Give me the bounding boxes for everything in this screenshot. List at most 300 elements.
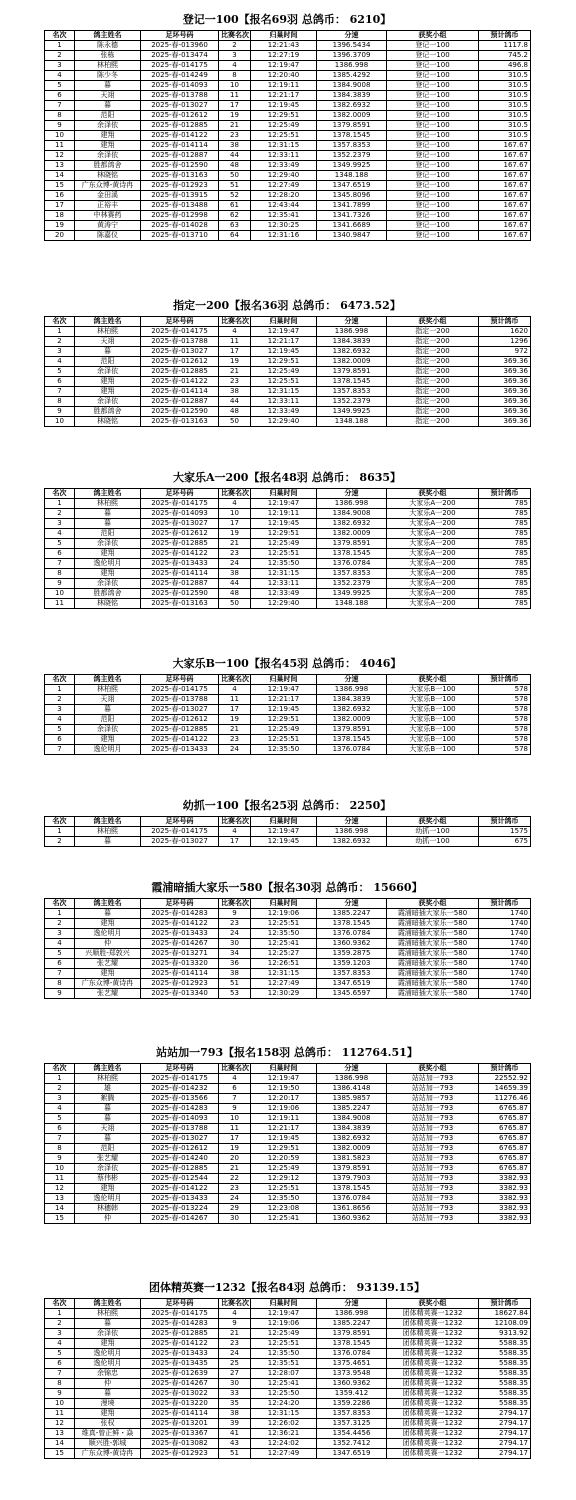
table-cell: 余泽依 <box>75 397 141 407</box>
table-cell: 大家乐B一100 <box>387 715 479 725</box>
column-header: 获奖小组 <box>387 675 479 685</box>
table-cell: 1352.2379 <box>317 151 387 161</box>
table-cell: 24 <box>219 559 251 569</box>
table-cell: 2025-春-014122 <box>141 1339 219 1349</box>
table-row <box>45 377 531 387</box>
table-cell: 578 <box>479 735 531 745</box>
table-cell: 12:31:16 <box>251 231 317 241</box>
table-cell: 1384.9008 <box>317 81 387 91</box>
table-cell: 1345.8096 <box>317 191 387 201</box>
table-cell: 38 <box>219 1409 251 1419</box>
table-cell: 1386.998 <box>317 61 387 71</box>
column-header: 归巢时间 <box>251 317 317 327</box>
table-cell: 12:19:47 <box>251 827 317 837</box>
table-cell: 24 <box>219 1194 251 1204</box>
table-cell: 5 <box>45 367 75 377</box>
table-cell: 785 <box>479 519 531 529</box>
column-header: 名次 <box>45 489 75 499</box>
table-cell: 34 <box>219 949 251 959</box>
column-header: 分速 <box>317 31 387 41</box>
table-cell: 23 <box>219 131 251 141</box>
table-cell: 14659.39 <box>479 1084 531 1094</box>
table-cell: 9 <box>45 989 75 999</box>
column-header: 足环号码 <box>141 1064 219 1074</box>
table-cell: 1378.1545 <box>317 1184 387 1194</box>
table-cell: 310.5 <box>479 111 531 121</box>
table-cell: 逸伦明月 <box>75 1194 141 1204</box>
table-row <box>45 509 531 519</box>
table-cell: 12:30:29 <box>251 989 317 999</box>
table-cell: 3382.93 <box>479 1174 531 1184</box>
table-cell: 17 <box>219 837 251 847</box>
table-cell: 1740 <box>479 969 531 979</box>
table-cell: 15 <box>45 1449 75 1459</box>
table-row <box>45 111 531 121</box>
table-cell: 50 <box>219 417 251 427</box>
table-cell: 21 <box>219 1164 251 1174</box>
table-cell: 登记一100 <box>387 171 479 181</box>
table-cell: 23 <box>219 1339 251 1349</box>
table-cell: 745.2 <box>479 51 531 61</box>
column-header: 分速 <box>317 899 387 909</box>
table-header-row <box>45 1064 531 1074</box>
table-cell: 1347.6519 <box>317 979 387 989</box>
table-cell: 林晓铭 <box>75 599 141 609</box>
table-cell: 10 <box>219 1114 251 1124</box>
table-row <box>45 407 531 417</box>
table-cell: 12:28:07 <box>251 1369 317 1379</box>
column-header: 足环号码 <box>141 675 219 685</box>
table-cell: 团体精英赛一1232 <box>387 1379 479 1389</box>
column-header: 鸽主姓名 <box>75 1299 141 1309</box>
table-cell: 1385.2247 <box>317 1319 387 1329</box>
table-cell: 6765.87 <box>479 1144 531 1154</box>
table-cell: 1349.9925 <box>317 161 387 171</box>
table-cell: 12108.09 <box>479 1319 531 1329</box>
table-cell: 496.8 <box>479 61 531 71</box>
table-row <box>45 357 531 367</box>
table-cell: 林晓铭 <box>75 171 141 181</box>
table-cell: 2025-春-013433 <box>141 1194 219 1204</box>
table-cell: 建翔 <box>75 377 141 387</box>
column-header: 分速 <box>317 1299 387 1309</box>
table-cell: 2025-春-014175 <box>141 685 219 695</box>
table-cell: 12:35:50 <box>251 559 317 569</box>
table-cell: 8 <box>45 979 75 989</box>
table-cell: 1385.9857 <box>317 1094 387 1104</box>
column-header: 足环号码 <box>141 899 219 909</box>
table-cell: 2025-春-012923 <box>141 181 219 191</box>
table-cell: 1352.2379 <box>317 397 387 407</box>
column-header: 获奖小组 <box>387 899 479 909</box>
table-cell: 2025-春-012590 <box>141 589 219 599</box>
table-cell: 12:26:02 <box>251 1419 317 1429</box>
table-cell: 漫境 <box>75 1399 141 1409</box>
table-cell: 2025-春-014175 <box>141 499 219 509</box>
table-cell: 2025-春-013788 <box>141 1124 219 1134</box>
table-cell: 167.67 <box>479 231 531 241</box>
results-table <box>44 674 531 755</box>
table-cell: 2025-春-013224 <box>141 1204 219 1214</box>
table-row <box>45 201 531 211</box>
table-cell: 暮 <box>75 837 141 847</box>
table-cell: 1360.9362 <box>317 1379 387 1389</box>
table-cell: 8 <box>219 71 251 81</box>
table-cell: 369.36 <box>479 367 531 377</box>
table-cell: 2025-春-012639 <box>141 1369 219 1379</box>
table-cell: 暮 <box>75 705 141 715</box>
table-cell: 登记一100 <box>387 181 479 191</box>
table-cell: 2025-春-012590 <box>141 161 219 171</box>
table-row <box>45 397 531 407</box>
table-cell: 1379.8591 <box>317 1329 387 1339</box>
table-cell: 12:20:40 <box>251 71 317 81</box>
table-cell: 广东众博-黄诗冉 <box>75 979 141 989</box>
table-cell: 12:31:15 <box>251 387 317 397</box>
table-cell: 暮 <box>75 909 141 919</box>
table-cell: 167.67 <box>479 181 531 191</box>
column-header: 获奖小组 <box>387 817 479 827</box>
table-row <box>45 519 531 529</box>
table-cell: 2 <box>45 337 75 347</box>
results-table <box>44 898 531 999</box>
table-cell: 大家乐A一200 <box>387 509 479 519</box>
table-cell: 2025-春-014114 <box>141 141 219 151</box>
table-cell: 团体精英赛一1232 <box>387 1409 479 1419</box>
table-cell: 2025-春-013433 <box>141 559 219 569</box>
table-cell: 余泽依 <box>75 725 141 735</box>
table-cell: 2025-春-014122 <box>141 377 219 387</box>
table-cell: 8 <box>45 1144 75 1154</box>
results-table <box>44 1298 531 1459</box>
table-cell: 1357.8353 <box>317 969 387 979</box>
table-cell: 13 <box>45 1194 75 1204</box>
table-cell: 785 <box>479 569 531 579</box>
table-cell: 12:19:11 <box>251 1114 317 1124</box>
table-cell: 暮 <box>75 519 141 529</box>
column-header: 鸽主姓名 <box>75 817 141 827</box>
table-cell: 11 <box>45 1174 75 1184</box>
table-cell: 1378.1545 <box>317 549 387 559</box>
table-cell: 1378.1545 <box>317 377 387 387</box>
table-cell: 余泽依 <box>75 121 141 131</box>
table-cell: 登记一100 <box>387 201 479 211</box>
table-cell: 1386.998 <box>317 1309 387 1319</box>
table-cell: 大家乐A一200 <box>387 579 479 589</box>
column-header: 足环号码 <box>141 317 219 327</box>
table-cell: 站站加一793 <box>387 1154 479 1164</box>
table-cell: 登记一100 <box>387 51 479 61</box>
table-cell: 5588.35 <box>479 1389 531 1399</box>
table-cell: 2025-春-012885 <box>141 121 219 131</box>
column-header: 获奖小组 <box>387 317 479 327</box>
table-row <box>45 161 531 171</box>
table-cell: 2025-春-012885 <box>141 1329 219 1339</box>
table-cell: 暮 <box>75 81 141 91</box>
table-cell: 2025-春-014122 <box>141 919 219 929</box>
table-cell: 41 <box>219 1429 251 1439</box>
table-cell: 1378.1545 <box>317 131 387 141</box>
table-cell: 1396.5434 <box>317 41 387 51</box>
table-cell: 2025-春-013163 <box>141 599 219 609</box>
table-cell: 29 <box>219 1204 251 1214</box>
table-cell: 1386.4148 <box>317 1084 387 1094</box>
table-cell: 30 <box>219 939 251 949</box>
table-cell: 12 <box>45 151 75 161</box>
table-cell: 2025-春-013474 <box>141 51 219 61</box>
table-cell: 12:35:50 <box>251 929 317 939</box>
column-header: 名次 <box>45 1064 75 1074</box>
table-cell: 2025-春-013960 <box>141 41 219 51</box>
table-row <box>45 909 531 919</box>
table-row <box>45 1134 531 1144</box>
section-title: 霞浦暗插大家乐一580【报名30羽 总鸽币： 15660】 <box>151 881 423 894</box>
table-cell: 2025-春-014232 <box>141 1084 219 1094</box>
table-cell: 4 <box>219 1074 251 1084</box>
table-cell: 11 <box>219 337 251 347</box>
column-header: 获奖小组 <box>387 1064 479 1074</box>
table-cell: 站站加一793 <box>387 1174 479 1184</box>
table-cell: 51 <box>219 1449 251 1459</box>
table-cell: 2025-春-014267 <box>141 1379 219 1389</box>
table-cell: 21 <box>219 367 251 377</box>
table-row <box>45 1164 531 1174</box>
table-cell: 陈永德 <box>75 41 141 51</box>
table-cell: 1382.0009 <box>317 529 387 539</box>
table-cell: 12:29:51 <box>251 1144 317 1154</box>
table-cell: 2794.17 <box>479 1419 531 1429</box>
column-header: 归巢时间 <box>251 817 317 827</box>
table-cell: 3 <box>45 929 75 939</box>
table-cell: 团体精英赛一1232 <box>387 1329 479 1339</box>
table-cell: 团体精英赛一1232 <box>387 1369 479 1379</box>
table-cell: 指定一200 <box>387 327 479 337</box>
table-cell: 50 <box>219 599 251 609</box>
table-cell: 12:21:17 <box>251 695 317 705</box>
column-header: 获奖小组 <box>387 31 479 41</box>
table-cell: 2 <box>45 919 75 929</box>
table-cell: 1345.6597 <box>317 989 387 999</box>
table-cell: 林穗韩 <box>75 1204 141 1214</box>
table-cell: 3 <box>45 347 75 357</box>
table-cell: 5 <box>45 81 75 91</box>
table-cell: 林柏熙 <box>75 827 141 837</box>
table-cell: 4 <box>219 827 251 837</box>
table-cell: 24 <box>219 745 251 755</box>
table-row <box>45 1154 531 1164</box>
table-cell: 12:19:45 <box>251 347 317 357</box>
table-cell: 3 <box>45 61 75 71</box>
table-cell: 1354.4456 <box>317 1429 387 1439</box>
results-table <box>44 1063 531 1224</box>
table-cell: 23 <box>219 919 251 929</box>
table-row <box>45 1389 531 1399</box>
table-cell: 指定一200 <box>387 417 479 427</box>
table-cell: 2025-春-013320 <box>141 959 219 969</box>
results-section <box>44 796 530 847</box>
table-cell: 正裕丰 <box>75 201 141 211</box>
table-cell: 仲 <box>75 1379 141 1389</box>
table-cell: 8 <box>45 397 75 407</box>
table-cell: 7 <box>219 1094 251 1104</box>
table-cell: 578 <box>479 745 531 755</box>
table-cell: 61 <box>219 201 251 211</box>
table-cell: 2025-春-014175 <box>141 327 219 337</box>
table-cell: 675 <box>479 837 531 847</box>
table-cell: 14 <box>45 1439 75 1449</box>
table-cell: 19 <box>219 529 251 539</box>
table-cell: 仲 <box>75 1214 141 1224</box>
table-row <box>45 71 531 81</box>
table-cell: 站站加一793 <box>387 1094 479 1104</box>
table-cell: 27 <box>219 1369 251 1379</box>
table-cell: 50 <box>219 171 251 181</box>
table-cell: 登记一100 <box>387 141 479 151</box>
table-cell: 1352.7412 <box>317 1439 387 1449</box>
table-cell: 2025-春-013163 <box>141 417 219 427</box>
table-cell: 10 <box>45 417 75 427</box>
column-header: 归巢时间 <box>251 1064 317 1074</box>
table-cell: 团体精英赛一1232 <box>387 1339 479 1349</box>
table-cell: 17 <box>219 1134 251 1144</box>
table-cell: 12:19:47 <box>251 499 317 509</box>
table-cell: 建翔 <box>75 141 141 151</box>
column-header: 预计鸽币 <box>479 899 531 909</box>
table-cell: 25 <box>219 1359 251 1369</box>
table-cell: 1348.188 <box>317 171 387 181</box>
table-cell: 团体精英赛一1232 <box>387 1449 479 1459</box>
table-cell: 蔡伟彬 <box>75 1174 141 1184</box>
table-cell: 11 <box>45 141 75 151</box>
column-header: 比赛名次 <box>219 817 251 827</box>
table-cell: 9 <box>45 1154 75 1164</box>
table-cell: 6 <box>45 735 75 745</box>
table-row <box>45 1074 531 1084</box>
table-cell: 578 <box>479 715 531 725</box>
table-cell: 12:19:45 <box>251 101 317 111</box>
table-cell: 1379.8591 <box>317 121 387 131</box>
table-cell: 9313.92 <box>479 1329 531 1339</box>
table-cell: 167.67 <box>479 211 531 221</box>
table-cell: 2025-春-014122 <box>141 131 219 141</box>
table-cell: 范阳 <box>75 357 141 367</box>
table-cell: 5588.35 <box>479 1359 531 1369</box>
table-cell: 23 <box>219 377 251 387</box>
table-cell: 48 <box>219 407 251 417</box>
table-row <box>45 1309 531 1319</box>
table-row <box>45 549 531 559</box>
table-cell: 登记一100 <box>387 91 479 101</box>
table-row <box>45 1339 531 1349</box>
table-cell: 大家乐A一200 <box>387 539 479 549</box>
table-cell: 5588.35 <box>479 1399 531 1409</box>
table-row <box>45 91 531 101</box>
table-cell: 36 <box>219 959 251 969</box>
column-header: 比赛名次 <box>219 1299 251 1309</box>
table-cell: 1348.188 <box>317 599 387 609</box>
table-cell: 暮 <box>75 1319 141 1329</box>
table-cell: 团体精英赛一1232 <box>387 1319 479 1329</box>
table-cell: 12:35:50 <box>251 1194 317 1204</box>
table-cell: 2025-春-014267 <box>141 1214 219 1224</box>
table-cell: 大家乐A一200 <box>387 559 479 569</box>
table-cell: 12:30:25 <box>251 221 317 231</box>
table-cell: 逸伦明月 <box>75 559 141 569</box>
table-cell: 12:33:11 <box>251 397 317 407</box>
column-header: 名次 <box>45 899 75 909</box>
table-cell: 2794.17 <box>479 1439 531 1449</box>
table-cell: 12:33:49 <box>251 589 317 599</box>
table-cell: 2025-春-014240 <box>141 1154 219 1164</box>
table-cell: 1 <box>45 827 75 837</box>
table-row <box>45 559 531 569</box>
column-header: 鸽主姓名 <box>75 489 141 499</box>
table-cell: 12:27:19 <box>251 51 317 61</box>
table-cell: 2025-春-014093 <box>141 1114 219 1124</box>
table-cell: 11 <box>45 599 75 609</box>
table-cell: 19 <box>219 357 251 367</box>
table-cell: 19 <box>45 221 75 231</box>
table-cell: 张栋 <box>75 51 141 61</box>
table-cell: 11 <box>45 1409 75 1419</box>
table-cell: 余泽依 <box>75 1164 141 1174</box>
table-cell: 23 <box>219 1184 251 1194</box>
table-row <box>45 211 531 221</box>
table-cell: 站站加一793 <box>387 1084 479 1094</box>
table-cell: 余泽依 <box>75 539 141 549</box>
table-cell: 51 <box>219 181 251 191</box>
table-cell: 1341.6689 <box>317 221 387 231</box>
table-cell: 9 <box>45 121 75 131</box>
table-cell: 12:25:51 <box>251 919 317 929</box>
table-cell: 2025-春-014114 <box>141 387 219 397</box>
table-cell: 1379.8591 <box>317 1164 387 1174</box>
table-cell: 2025-春-014114 <box>141 969 219 979</box>
column-header: 预计鸽币 <box>479 1064 531 1074</box>
table-cell: 12:19:06 <box>251 1104 317 1114</box>
table-cell: 指定一200 <box>387 357 479 367</box>
table-row <box>45 735 531 745</box>
table-cell: 大家乐A一200 <box>387 499 479 509</box>
table-cell: 1359.2286 <box>317 1399 387 1409</box>
table-cell: 12:20:59 <box>251 1154 317 1164</box>
table-row <box>45 1144 531 1154</box>
table-cell: 12:29:40 <box>251 417 317 427</box>
table-row <box>45 919 531 929</box>
table-cell: 逸伦明月 <box>75 1359 141 1369</box>
table-cell: 站站加一793 <box>387 1074 479 1084</box>
table-cell: 登记一100 <box>387 41 479 51</box>
table-row <box>45 1204 531 1214</box>
column-header: 比赛名次 <box>219 675 251 685</box>
table-cell: 38 <box>219 141 251 151</box>
column-header: 分速 <box>317 817 387 827</box>
table-cell: 1382.0009 <box>317 715 387 725</box>
table-cell: 578 <box>479 695 531 705</box>
table-cell: 5588.35 <box>479 1369 531 1379</box>
column-header: 鸽主姓名 <box>75 317 141 327</box>
table-row <box>45 1214 531 1224</box>
table-row <box>45 1084 531 1094</box>
table-cell: 12:25:51 <box>251 1339 317 1349</box>
table-cell: 1 <box>45 685 75 695</box>
table-row <box>45 1124 531 1134</box>
table-cell: 2794.17 <box>479 1449 531 1459</box>
table-cell: 13 <box>45 161 75 171</box>
table-row <box>45 121 531 131</box>
table-cell: 2025-春-014283 <box>141 1104 219 1114</box>
table-cell: 6 <box>219 1084 251 1094</box>
